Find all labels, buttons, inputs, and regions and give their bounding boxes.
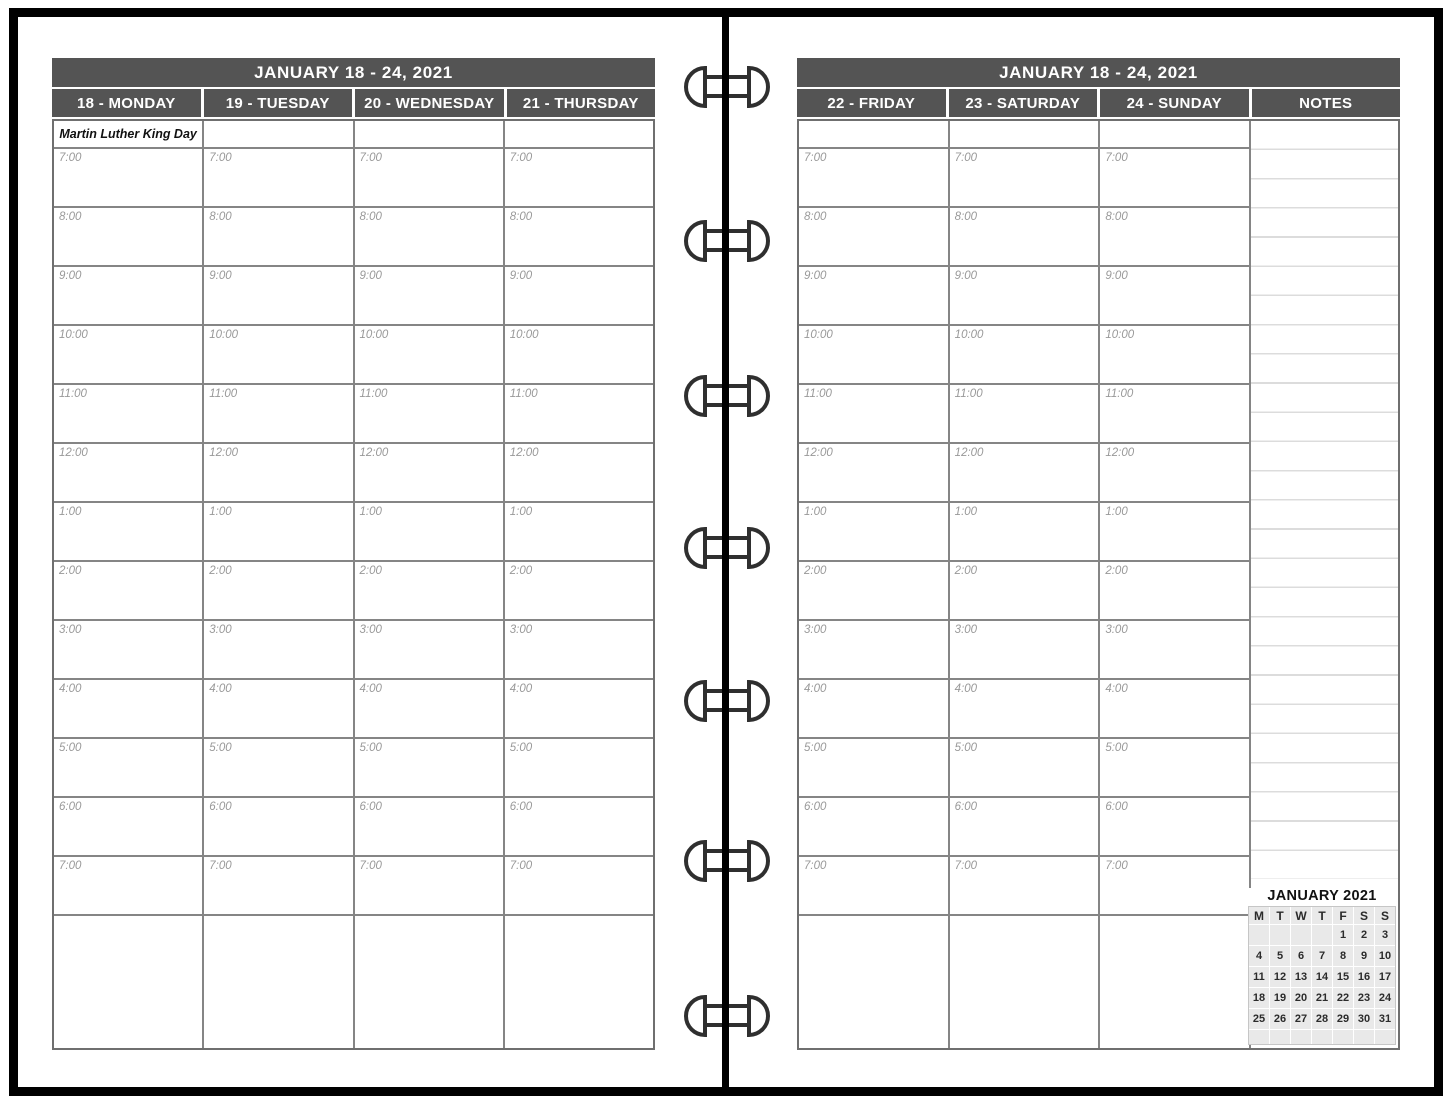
calendar-date: 12 — [1270, 967, 1290, 987]
time-label: 6:00 — [59, 801, 82, 813]
holiday-cell — [1100, 121, 1251, 147]
time-cell — [1100, 621, 1251, 678]
time-label: 5:00 — [359, 742, 382, 754]
time-cell — [355, 621, 505, 678]
calendar-date: 1 — [1333, 925, 1353, 945]
time-cell — [204, 621, 354, 678]
time-label: 7:00 — [59, 152, 82, 164]
right-day-area — [799, 121, 1251, 1048]
time-label: 2:00 — [804, 565, 827, 577]
calendar-date: 2 — [1354, 925, 1374, 945]
time-label: 7:00 — [1105, 152, 1128, 164]
calendar-weekday: W — [1291, 907, 1311, 924]
time-cell — [799, 208, 950, 265]
time-cell — [204, 208, 354, 265]
time-label: 3:00 — [59, 624, 82, 636]
time-label: 12:00 — [359, 447, 389, 459]
time-cell — [799, 621, 950, 678]
time-label: 11:00 — [1105, 388, 1134, 400]
left-week-grid — [52, 119, 655, 1050]
time-row — [799, 503, 1251, 562]
calendar-date: 4 — [1249, 946, 1269, 966]
blank-cell — [950, 916, 1101, 1048]
time-row — [799, 680, 1251, 739]
time-label: 7:00 — [509, 860, 533, 872]
time-label: 2:00 — [209, 565, 232, 577]
time-cell — [204, 798, 354, 855]
calendar-date: 20 — [1291, 988, 1311, 1008]
time-label: 1:00 — [804, 506, 827, 518]
time-label: 7:00 — [209, 152, 232, 164]
time-cell — [355, 326, 505, 383]
time-label: 5:00 — [1105, 742, 1128, 754]
time-label: 1:00 — [59, 506, 82, 518]
time-label: 9:00 — [1105, 270, 1128, 282]
time-label: 4:00 — [209, 683, 232, 695]
time-label: 8:00 — [359, 211, 382, 223]
calendar-date — [1354, 1030, 1374, 1044]
calendar-weekday: F — [1333, 907, 1353, 924]
time-label: 3:00 — [1105, 624, 1128, 636]
time-cell — [355, 503, 505, 560]
time-label: 1:00 — [509, 506, 533, 518]
calendar-date: 27 — [1291, 1009, 1311, 1029]
right-day-header-row — [797, 89, 1400, 117]
holiday-cell — [355, 121, 505, 147]
time-label: 11:00 — [804, 388, 832, 400]
time-label: 2:00 — [954, 565, 978, 577]
time-label: 7:00 — [804, 152, 827, 164]
calendar-date — [1270, 925, 1290, 945]
notes-column — [1251, 121, 1398, 1048]
calendar-date: 19 — [1270, 988, 1290, 1008]
time-cell — [54, 208, 204, 265]
time-label: 9:00 — [804, 270, 827, 282]
time-label: 4:00 — [1105, 683, 1128, 695]
time-cell — [204, 444, 354, 501]
calendar-date: 17 — [1375, 967, 1395, 987]
time-row — [799, 444, 1251, 503]
calendar-date: 15 — [1333, 967, 1353, 987]
time-cell — [1100, 385, 1251, 442]
calendar-date: 21 — [1312, 988, 1332, 1008]
time-label: 3:00 — [509, 624, 533, 636]
time-label: 6:00 — [954, 801, 978, 813]
time-cell — [355, 798, 505, 855]
time-label: 8:00 — [1105, 211, 1128, 223]
time-cell — [505, 444, 653, 501]
blank-cell — [355, 916, 505, 1048]
right-planner-page — [797, 58, 1400, 1050]
calendar-date: 10 — [1375, 946, 1395, 966]
time-label: 9:00 — [954, 270, 978, 282]
time-cell — [54, 680, 204, 737]
time-label: 5:00 — [59, 742, 82, 754]
time-cell — [505, 267, 653, 324]
time-label: 7:00 — [359, 860, 382, 872]
blank-cell — [1100, 916, 1251, 1048]
time-cell — [355, 149, 505, 206]
time-cell — [54, 562, 204, 619]
holiday-row — [54, 121, 653, 149]
holiday-cell — [54, 121, 204, 147]
calendar-date — [1291, 925, 1311, 945]
time-row — [799, 857, 1251, 916]
time-row — [54, 798, 653, 857]
time-label: 11:00 — [59, 388, 87, 400]
time-cell — [54, 444, 204, 501]
calendar-weekday: M — [1249, 907, 1269, 924]
time-cell — [204, 385, 354, 442]
time-label: 8:00 — [804, 211, 827, 223]
mini-calendar — [1248, 888, 1396, 1045]
time-cell — [505, 208, 653, 265]
time-label: 1:00 — [954, 506, 978, 518]
time-cell — [950, 739, 1101, 796]
calendar-date: 30 — [1354, 1009, 1374, 1029]
time-cell — [54, 267, 204, 324]
time-label: 9:00 — [359, 270, 382, 282]
time-label: 3:00 — [954, 624, 978, 636]
day-header: 20 - WEDNESDAY — [355, 89, 504, 117]
time-cell — [54, 739, 204, 796]
time-label: 11:00 — [509, 388, 538, 400]
time-cell — [950, 798, 1101, 855]
time-cell — [355, 562, 505, 619]
time-row — [54, 444, 653, 503]
calendar-date: 26 — [1270, 1009, 1290, 1029]
time-row — [54, 621, 653, 680]
time-cell — [204, 326, 354, 383]
calendar-date — [1312, 925, 1332, 945]
time-cell — [799, 149, 950, 206]
time-label: 10:00 — [359, 329, 389, 341]
calendar-date — [1249, 1030, 1269, 1044]
time-row — [799, 621, 1251, 680]
calendar-date: 14 — [1312, 967, 1332, 987]
time-cell — [799, 857, 950, 914]
time-label: 12:00 — [509, 447, 539, 459]
calendar-date: 29 — [1333, 1009, 1353, 1029]
time-cell — [204, 503, 354, 560]
calendar-weekday: S — [1354, 907, 1374, 924]
time-cell — [1100, 562, 1251, 619]
time-cell — [54, 857, 204, 914]
time-cell — [505, 621, 653, 678]
calendar-date: 25 — [1249, 1009, 1269, 1029]
blank-row — [799, 916, 1251, 1048]
time-cell — [1100, 680, 1251, 737]
time-label: 10:00 — [1105, 329, 1135, 341]
time-cell — [355, 208, 505, 265]
time-label: 12:00 — [954, 447, 984, 459]
calendar-date: 9 — [1354, 946, 1374, 966]
time-label: 7:00 — [209, 860, 232, 872]
calendar-date: 23 — [1354, 988, 1374, 1008]
time-cell — [54, 798, 204, 855]
time-row — [799, 149, 1251, 208]
time-label: 8:00 — [509, 211, 533, 223]
time-label: 4:00 — [359, 683, 382, 695]
calendar-date: 5 — [1270, 946, 1290, 966]
time-label: 4:00 — [804, 683, 827, 695]
right-week-grid — [797, 119, 1400, 1050]
time-cell — [950, 385, 1101, 442]
left-planner-page — [52, 58, 655, 1050]
time-label: 8:00 — [59, 211, 82, 223]
holiday-row — [799, 121, 1251, 149]
time-label: 1:00 — [209, 506, 232, 518]
time-cell — [204, 857, 354, 914]
time-label: 11:00 — [359, 388, 388, 400]
time-cell — [505, 503, 653, 560]
time-cell — [1100, 267, 1251, 324]
time-label: 7:00 — [954, 860, 978, 872]
calendar-date: 24 — [1375, 988, 1395, 1008]
day-header: 19 - TUESDAY — [204, 89, 353, 117]
calendar-date: 28 — [1312, 1009, 1332, 1029]
time-cell — [505, 385, 653, 442]
time-row — [799, 562, 1251, 621]
time-label: 4:00 — [59, 683, 82, 695]
time-cell — [355, 444, 505, 501]
time-label: 12:00 — [1105, 447, 1135, 459]
time-cell — [799, 444, 950, 501]
time-cell — [204, 562, 354, 619]
blank-cell — [799, 916, 950, 1048]
time-label: 9:00 — [59, 270, 82, 282]
calendar-date — [1249, 925, 1269, 945]
holiday-cell — [505, 121, 653, 147]
day-header: 24 - SUNDAY — [1100, 89, 1249, 117]
time-cell — [204, 267, 354, 324]
blank-row — [54, 916, 653, 1048]
time-cell — [950, 326, 1101, 383]
calendar-date: 16 — [1354, 967, 1374, 987]
calendar-weekday: T — [1270, 907, 1290, 924]
time-row — [799, 798, 1251, 857]
time-label: 5:00 — [804, 742, 827, 754]
time-label: 12:00 — [209, 447, 239, 459]
time-label: 10:00 — [59, 329, 88, 341]
time-row — [54, 562, 653, 621]
holiday-cell — [950, 121, 1101, 147]
time-cell — [950, 621, 1101, 678]
time-cell — [355, 680, 505, 737]
time-cell — [505, 326, 653, 383]
time-label: 7:00 — [359, 152, 382, 164]
time-label: 1:00 — [359, 506, 382, 518]
time-row — [799, 739, 1251, 798]
time-cell — [950, 149, 1101, 206]
week-title-right: JANUARY 18 - 24, 2021 — [797, 58, 1400, 87]
time-cell — [54, 621, 204, 678]
time-label: 8:00 — [209, 211, 232, 223]
calendar-date — [1333, 1030, 1353, 1044]
time-label: 10:00 — [804, 329, 833, 341]
time-label: 7:00 — [59, 860, 82, 872]
time-label: 5:00 — [209, 742, 232, 754]
time-cell — [799, 385, 950, 442]
calendar-date — [1375, 1030, 1395, 1044]
time-cell — [505, 798, 653, 855]
mini-calendar-table — [1248, 906, 1396, 1045]
time-cell — [54, 326, 204, 383]
calendar-weekday: T — [1312, 907, 1332, 924]
time-label: 2:00 — [359, 565, 382, 577]
time-cell — [355, 857, 505, 914]
time-cell — [950, 267, 1101, 324]
notes-header: NOTES — [1252, 89, 1401, 117]
calendar-date: 22 — [1333, 988, 1353, 1008]
time-label: 7:00 — [1105, 860, 1128, 872]
time-label: 4:00 — [954, 683, 978, 695]
week-title-left: JANUARY 18 - 24, 2021 — [52, 58, 655, 87]
time-label: 9:00 — [509, 270, 533, 282]
mini-calendar-title: JANUARY 2021 — [1267, 888, 1377, 904]
time-label: 7:00 — [954, 152, 978, 164]
time-label: 12:00 — [804, 447, 833, 459]
notes-ruled-lines — [1251, 121, 1398, 879]
time-label: 1:00 — [1105, 506, 1128, 518]
time-label: 3:00 — [804, 624, 827, 636]
time-label: 6:00 — [359, 801, 382, 813]
time-row — [54, 208, 653, 267]
blank-cell — [204, 916, 354, 1048]
holiday-label: Martin Luther King Day — [59, 127, 197, 141]
time-cell — [1100, 739, 1251, 796]
time-cell — [54, 503, 204, 560]
calendar-date — [1291, 1030, 1311, 1044]
time-label: 7:00 — [804, 860, 827, 872]
time-cell — [950, 857, 1101, 914]
time-label: 2:00 — [59, 565, 82, 577]
time-cell — [950, 562, 1101, 619]
time-cell — [54, 149, 204, 206]
time-cell — [1100, 208, 1251, 265]
time-cell — [1100, 503, 1251, 560]
time-label: 6:00 — [509, 801, 533, 813]
time-label: 6:00 — [1105, 801, 1128, 813]
time-cell — [950, 444, 1101, 501]
time-label: 4:00 — [509, 683, 533, 695]
time-cell — [950, 208, 1101, 265]
time-cell — [1100, 857, 1251, 914]
day-header: 22 - FRIDAY — [797, 89, 946, 117]
calendar-date: 6 — [1291, 946, 1311, 966]
time-label: 2:00 — [509, 565, 533, 577]
left-day-header-row — [52, 89, 655, 117]
holiday-cell — [204, 121, 354, 147]
time-cell — [799, 326, 950, 383]
time-label: 11:00 — [209, 388, 238, 400]
time-cell — [204, 680, 354, 737]
time-label: 11:00 — [954, 388, 983, 400]
calendar-weekday: S — [1375, 907, 1395, 924]
time-row — [54, 680, 653, 739]
time-row — [54, 739, 653, 798]
calendar-date: 31 — [1375, 1009, 1395, 1029]
time-cell — [799, 267, 950, 324]
time-cell — [505, 149, 653, 206]
time-row — [54, 267, 653, 326]
time-cell — [950, 680, 1101, 737]
time-cell — [355, 267, 505, 324]
time-cell — [505, 739, 653, 796]
day-header: 23 - SATURDAY — [949, 89, 1098, 117]
time-row — [799, 385, 1251, 444]
time-row — [799, 208, 1251, 267]
time-label: 5:00 — [509, 742, 533, 754]
time-cell — [505, 857, 653, 914]
calendar-date: 8 — [1333, 946, 1353, 966]
calendar-date: 13 — [1291, 967, 1311, 987]
calendar-date: 18 — [1249, 988, 1269, 1008]
time-cell — [799, 739, 950, 796]
time-cell — [1100, 149, 1251, 206]
time-row — [799, 326, 1251, 385]
time-label: 3:00 — [359, 624, 382, 636]
time-row — [54, 857, 653, 916]
time-label: 10:00 — [509, 329, 539, 341]
time-label: 12:00 — [59, 447, 88, 459]
time-cell — [204, 149, 354, 206]
blank-cell — [54, 916, 204, 1048]
time-row — [54, 149, 653, 208]
calendar-date — [1270, 1030, 1290, 1044]
time-cell — [1100, 444, 1251, 501]
calendar-date — [1312, 1030, 1332, 1044]
time-cell — [950, 503, 1101, 560]
day-header: 18 - MONDAY — [52, 89, 201, 117]
time-cell — [505, 680, 653, 737]
time-row — [54, 326, 653, 385]
time-cell — [355, 739, 505, 796]
time-label: 5:00 — [954, 742, 978, 754]
time-label: 10:00 — [954, 329, 984, 341]
time-label: 9:00 — [209, 270, 232, 282]
time-cell — [799, 562, 950, 619]
time-label: 6:00 — [804, 801, 827, 813]
time-label: 3:00 — [209, 624, 232, 636]
time-cell — [1100, 798, 1251, 855]
time-cell — [799, 680, 950, 737]
time-row — [54, 503, 653, 562]
time-row — [799, 267, 1251, 326]
day-header: 21 - THURSDAY — [507, 89, 656, 117]
time-row — [54, 385, 653, 444]
time-cell — [799, 798, 950, 855]
time-cell — [355, 385, 505, 442]
blank-cell — [505, 916, 653, 1048]
time-cell — [1100, 326, 1251, 383]
calendar-date: 7 — [1312, 946, 1332, 966]
time-cell — [54, 385, 204, 442]
calendar-date: 3 — [1375, 925, 1395, 945]
calendar-date: 11 — [1249, 967, 1269, 987]
time-label: 2:00 — [1105, 565, 1128, 577]
time-label: 6:00 — [209, 801, 232, 813]
binder-spine — [722, 17, 729, 1087]
holiday-cell — [799, 121, 950, 147]
time-label: 7:00 — [509, 152, 533, 164]
time-label: 8:00 — [954, 211, 978, 223]
time-cell — [799, 503, 950, 560]
time-cell — [204, 739, 354, 796]
time-label: 10:00 — [209, 329, 239, 341]
time-cell — [505, 562, 653, 619]
